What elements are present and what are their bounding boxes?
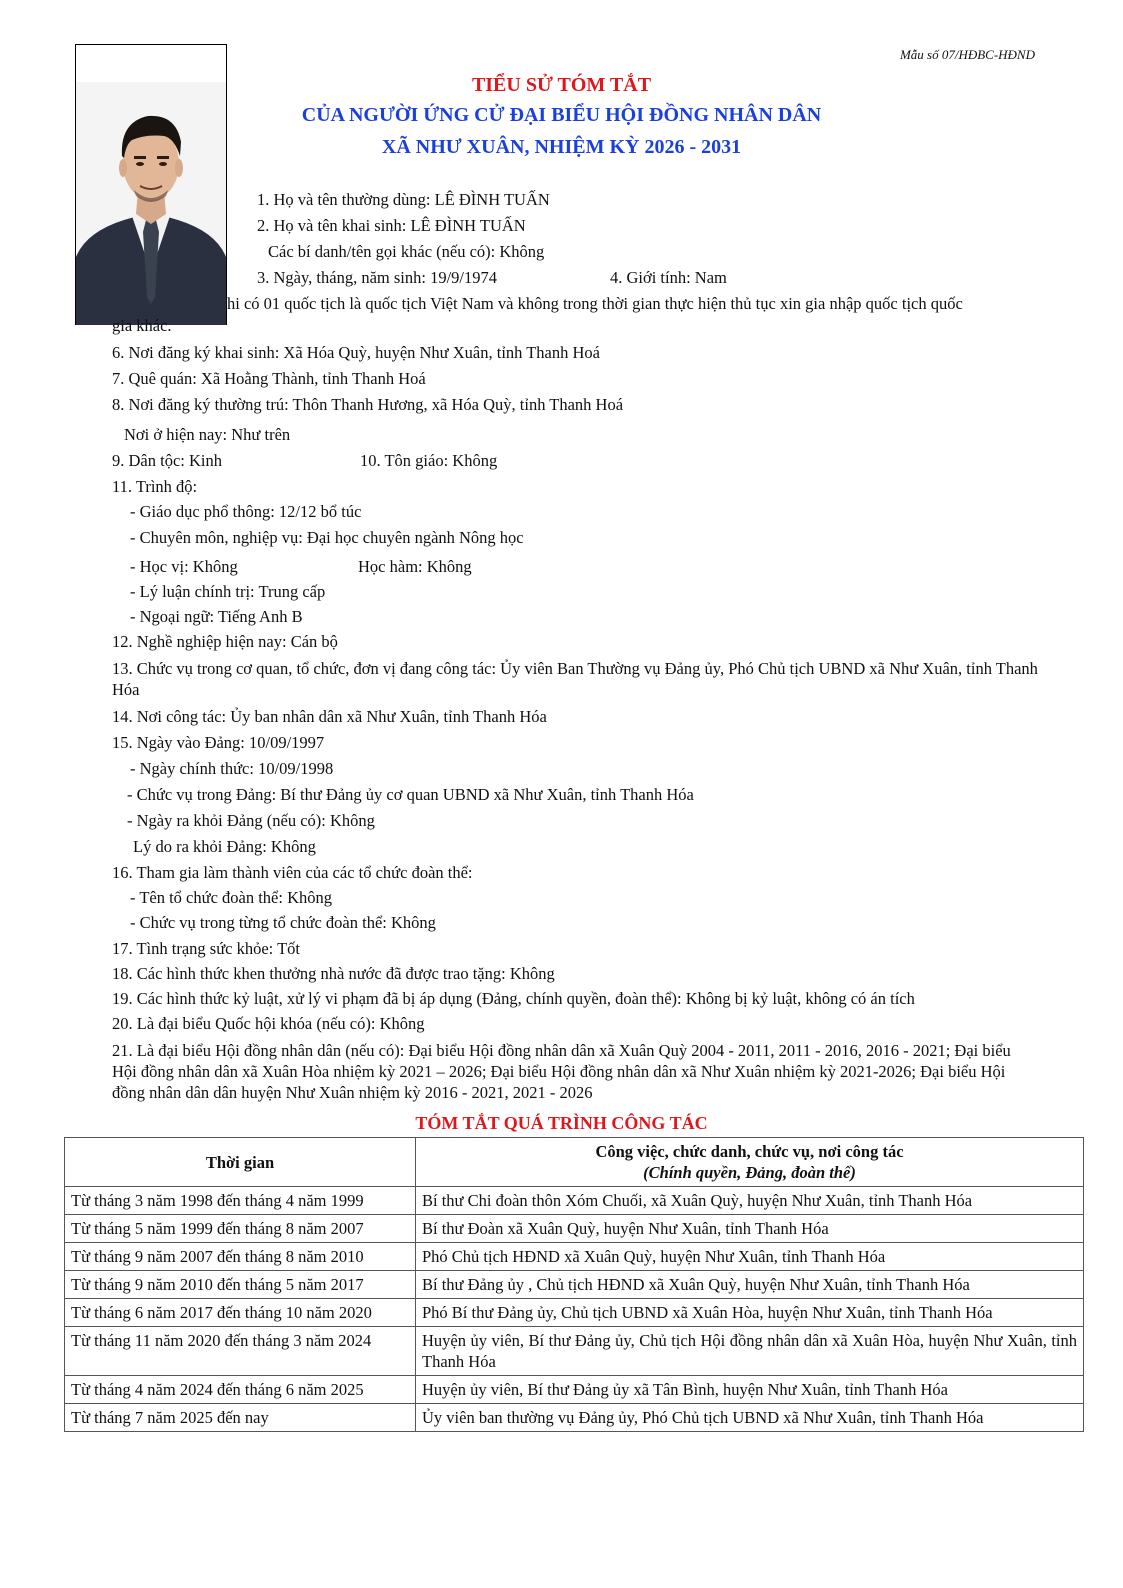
field-org-position: - Chức vụ trong từng tổ chức đoàn thể: Không bbox=[130, 913, 436, 932]
form-code: Mẫu số 07/HĐBC-HĐND bbox=[899, 47, 1035, 62]
table-row bbox=[65, 1243, 1084, 1271]
field-position: 13. Chức vụ trong cơ quan, tổ chức, đơn vị đang công tác: Ủy viên Ban Thường vụ Đảng ủy, Phó Chủ tịch UBND xã Như Xuân, tỉnh Thanh Hóa bbox=[112, 659, 1038, 699]
cell-work: Huyện ủy viên, Bí thư Đảng ủy, Chủ tịch Hội đồng nhân dân xã Xuân Hòa, huyện Như Xuân, tỉnh Thanh Hóa bbox=[416, 1327, 1084, 1376]
field-hometown: 7. Quê quán: Xã Hoằng Thành, tỉnh Thanh Hoá bbox=[112, 369, 426, 388]
field-political-theory: - Lý luận chính trị: Trung cấp bbox=[130, 582, 326, 601]
field-specialization: - Chuyên môn, nghiệp vụ: Đại học chuyên ngành Nông học bbox=[130, 528, 524, 547]
field-birth-name: 2. Họ và tên khai sinh: LÊ ĐÌNH TUẤN bbox=[257, 216, 526, 235]
cell-time: Từ tháng 5 năm 1999 đến tháng 8 năm 2007 bbox=[65, 1215, 416, 1243]
field-awards: 18. Các hình thức khen thưởng nhà nước đã được trao tặng: Không bbox=[112, 964, 555, 983]
field-education-heading: 11. Trình độ: bbox=[112, 477, 198, 496]
field-academic-rank: Học hàm: Không bbox=[358, 557, 472, 576]
field-permanent-residence: 8. Nơi đăng ký thường trú: Thôn Thanh Hương, xã Hóa Quỳ, tỉnh Thanh Hoá bbox=[112, 395, 624, 414]
career-section-title: TÓM TẮT QUÁ TRÌNH CÔNG TÁC bbox=[415, 1113, 708, 1133]
table-row bbox=[65, 1404, 1084, 1432]
field-general-education: - Giáo dục phổ thông: 12/12 bổ túc bbox=[130, 502, 362, 521]
table-row bbox=[65, 1327, 1084, 1376]
cell-work: Phó Chủ tịch HĐND xã Xuân Quỳ, huyện Như Xuân, tỉnh Thanh Hóa bbox=[416, 1243, 1084, 1271]
cell-time: Từ tháng 9 năm 2007 đến tháng 8 năm 2010 bbox=[65, 1243, 416, 1271]
title-line-1: TIỂU SỬ TÓM TẮT bbox=[471, 74, 652, 96]
field-alias: Các bí danh/tên gọi khác (nếu có): Không bbox=[268, 242, 545, 261]
cell-time: Từ tháng 7 năm 2025 đến nay bbox=[65, 1404, 416, 1432]
field-degree: - Học vị: Không bbox=[130, 557, 238, 576]
table-row bbox=[65, 1299, 1084, 1327]
field-org-name: - Tên tổ chức đoàn thể: Không bbox=[130, 888, 333, 907]
field-birth-date: 3. Ngày, tháng, năm sinh: 19/9/1974 bbox=[257, 268, 497, 287]
column-header-time: Thời gian bbox=[65, 1138, 416, 1187]
cell-work: Bí thư Đoàn xã Xuân Quỳ, huyện Như Xuân, tỉnh Thanh Hóa bbox=[416, 1215, 1084, 1243]
column-header-work bbox=[416, 1138, 1084, 1187]
table-row bbox=[65, 1271, 1084, 1299]
table-row bbox=[65, 1187, 1084, 1215]
table-row bbox=[65, 1376, 1084, 1404]
cell-work: Huyện ủy viên, Bí thư Đảng ủy xã Tân Bình, huyện Như Xuân, tỉnh Thanh Hóa bbox=[416, 1376, 1084, 1404]
field-nationality-cont: gia khác. bbox=[112, 316, 172, 335]
career-table-header bbox=[65, 1138, 1084, 1187]
cell-work: Phó Bí thư Đảng ủy, Chủ tịch UBND xã Xuân Hòa, huyện Như Xuân, tỉnh Thanh Hóa bbox=[416, 1299, 1084, 1327]
field-organizations: 16. Tham gia làm thành viên của các tổ chức đoàn thể: bbox=[112, 863, 473, 882]
field-foreign-language: - Ngoại ngữ: Tiếng Anh B bbox=[130, 607, 303, 626]
cell-work: Bí thư Chi đoàn thôn Xóm Chuối, xã Xuân Quỳ, huyện Như Xuân, tỉnh Thanh Hóa bbox=[416, 1187, 1084, 1215]
field-gender: 4. Giới tính: Nam bbox=[610, 268, 727, 287]
field-health: 17. Tình trạng sức khỏe: Tốt bbox=[112, 939, 300, 958]
column-header-work-title: Công việc, chức danh, chức vụ, nơi công tác bbox=[595, 1142, 904, 1161]
column-header-work-subtitle: (Chính quyền, Đảng, đoàn thể) bbox=[643, 1163, 856, 1182]
field-party-position: - Chức vụ trong Đảng: Bí thư Đảng ủy cơ quan UBND xã Như Xuân, tỉnh Thanh Hóa bbox=[127, 785, 694, 804]
cell-work: Ủy viên ban thường vụ Đảng ủy, Phó Chủ tịch UBND xã Như Xuân, tỉnh Thanh Hóa bbox=[416, 1404, 1084, 1432]
cell-time: Từ tháng 9 năm 2010 đến tháng 5 năm 2017 bbox=[65, 1271, 416, 1299]
field-party-leave-date: - Ngày ra khỏi Đảng (nếu có): Không bbox=[127, 811, 375, 830]
cell-time: Từ tháng 11 năm 2020 đến tháng 3 năm 2024 bbox=[65, 1327, 416, 1376]
table-row bbox=[65, 1215, 1084, 1243]
title-line-2: CỦA NGƯỜI ỨNG CỬ ĐẠI BIỂU HỘI ĐỒNG NHÂN DÂN bbox=[301, 104, 822, 126]
field-birth-registration: 6. Nơi đăng ký khai sinh: Xã Hóa Quỳ, huyện Như Xuân, tỉnh Thanh Hoá bbox=[112, 343, 600, 362]
field-common-name: 1. Họ và tên thường dùng: LÊ ĐÌNH TUẤN bbox=[257, 190, 550, 209]
field-religion: 10. Tôn giáo: Không bbox=[360, 451, 498, 470]
field-workplace: 14. Nơi công tác: Ủy ban nhân dân xã Như Xuân, tỉnh Thanh Hóa bbox=[112, 707, 547, 726]
field-discipline: 19. Các hình thức kỷ luật, xử lý vi phạm đã bị áp dụng (Đảng, chính quyền, đoàn thể): Không bị kỷ luật, không có án tích bbox=[112, 989, 915, 1008]
field-current-residence: Nơi ở hiện nay: Như trên bbox=[124, 425, 291, 444]
field-party-leave-reason: Lý do ra khỏi Đảng: Không bbox=[133, 837, 316, 856]
field-nationality: hi có 01 quốc tịch là quốc tịch Việt Nam và không trong thời gian thực hiện thủ tục xin gia nhập quốc tịch quốc bbox=[227, 294, 963, 313]
career-table bbox=[64, 1137, 1084, 1432]
field-party-official-date: - Ngày chính thức: 10/09/1998 bbox=[130, 759, 334, 778]
field-ethnicity: 9. Dân tộc: Kinh bbox=[112, 451, 222, 470]
cell-time: Từ tháng 6 năm 2017 đến tháng 10 năm 2020 bbox=[65, 1299, 416, 1327]
cell-time: Từ tháng 4 năm 2024 đến tháng 6 năm 2025 bbox=[65, 1376, 416, 1404]
title-line-3: XÃ NHƯ XUÂN, NHIỆM KỲ 2026 - 2031 bbox=[381, 136, 742, 158]
field-party-join-date: 15. Ngày vào Đảng: 10/09/1997 bbox=[112, 733, 325, 752]
field-peoples-council: 21. Là đại biểu Hội đồng nhân dân (nếu có): Đại biểu Hội đồng nhân dân xã Xuân Quỳ 2004 - 2011, 2011 - 2016, 2016 - 2021; Đại biểu Hội đồng nhân dân xã Xuân Hòa nhiệm kỳ 2021 – 2026; Đại biểu Hội đồng nhân dân xã Như Xuân nhiệm kỳ 2021-2026; Đại biểu Hội đồng nhân dân dân huyện Như Xuân nhiệm kỳ 2016 - 2021, 2021 - 2026 bbox=[112, 1041, 1011, 1102]
field-national-assembly: 20. Là đại biểu Quốc hội khóa (nếu có): Không bbox=[112, 1014, 425, 1033]
field-occupation: 12. Nghề nghiệp hiện nay: Cán bộ bbox=[112, 632, 338, 651]
cell-time: Từ tháng 3 năm 1998 đến tháng 4 năm 1999 bbox=[65, 1187, 416, 1215]
cell-work: Bí thư Đảng ủy , Chủ tịch HĐND xã Xuân Quỳ, huyện Như Xuân, tỉnh Thanh Hóa bbox=[416, 1271, 1084, 1299]
